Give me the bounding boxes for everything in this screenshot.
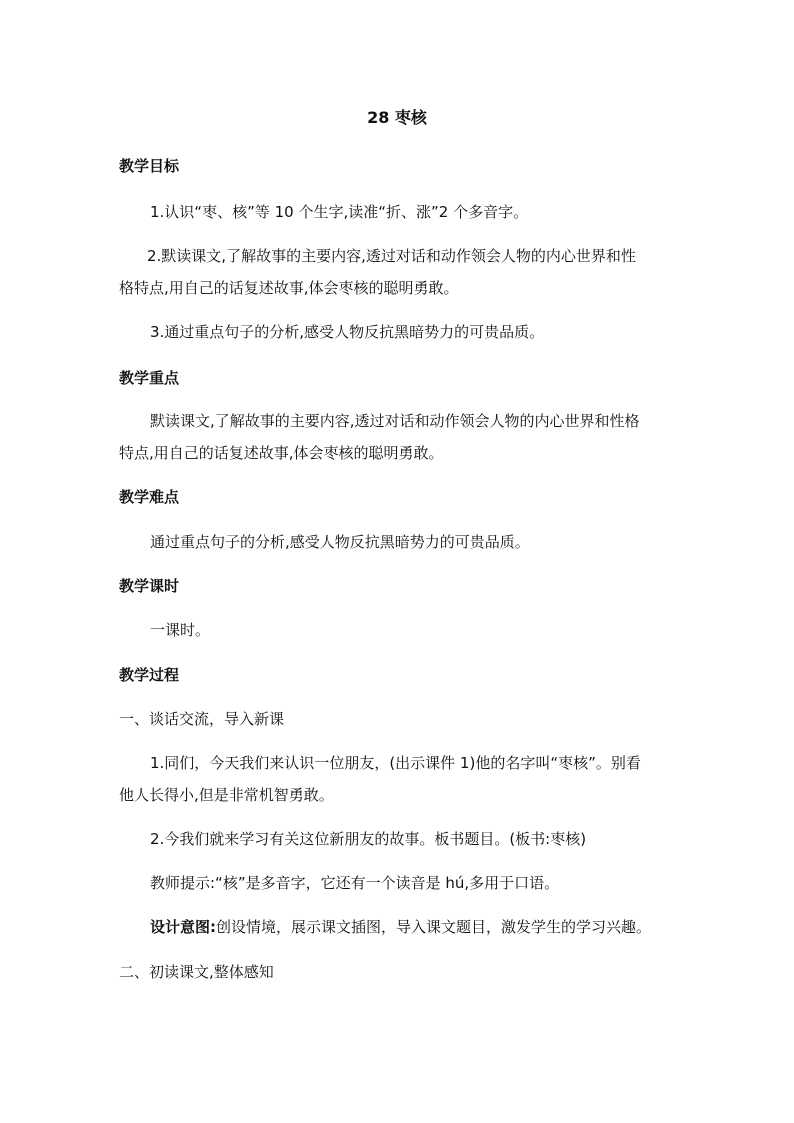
period-heading: 教学课时 — [119, 577, 180, 595]
goal-1: 1.认识“枣、核”等 10 个生字,读准“折、涨”2 个多音字。 — [150, 203, 529, 221]
step-1-paragraph-1-line-1: 1.同们，今天我们来认识一位朋友，(出示课件 1)他的名字叫“枣核”。别看 — [150, 754, 641, 772]
goal-2-line-2: 格特点,用自己的话复述故事,体会枣核的聪明勇敢。 — [119, 279, 459, 297]
goal-2-line-1: 2.默读课文,了解故事的主要内容,透过对话和动作领会人物的内心世界和性 — [147, 247, 636, 265]
step-1-paragraph-2: 2.今我们就来学习有关这位新朋友的故事。板书题目。(板书:枣核) — [150, 830, 587, 848]
key-line-1: 默读课文,了解故事的主要内容,透过对话和动作领会人物的内心世界和性格 — [150, 412, 640, 430]
goals-heading: 教学目标 — [119, 157, 180, 175]
difficult-heading: 教学难点 — [119, 488, 180, 506]
page-title: 28 枣核 — [367, 108, 427, 127]
key-line-2: 特点,用自己的话复述故事,体会枣核的聪明勇敢。 — [119, 444, 444, 462]
teacher-tip: 教师提示:“核”是多音字，它还有一个读音是 hú,多用于口语。 — [150, 874, 560, 892]
step-1-heading: 一、谈话交流，导入新课 — [119, 710, 285, 728]
process-heading: 教学过程 — [119, 666, 180, 684]
step-1-paragraph-1-line-2: 他人长得小,但是非常机智勇敢。 — [119, 786, 334, 804]
goal-3: 3.通过重点句子的分析,感受人物反抗黑暗势力的可贵品质。 — [150, 323, 545, 341]
design-intent — [150, 911, 676, 943]
period-text: 一课时。 — [150, 621, 211, 639]
step-2-heading: 二、初读课文,整体感知 — [119, 963, 274, 981]
key-heading: 教学重点 — [119, 369, 180, 387]
design-intent-text: 创设情境，展示课文插图，导入课文题目，激发学生的学习兴趣。 — [216, 918, 652, 936]
design-intent-label: 设计意图: — [150, 918, 216, 936]
difficult-text: 通过重点句子的分析,感受人物反抗黑暗势力的可贵品质。 — [150, 533, 530, 551]
